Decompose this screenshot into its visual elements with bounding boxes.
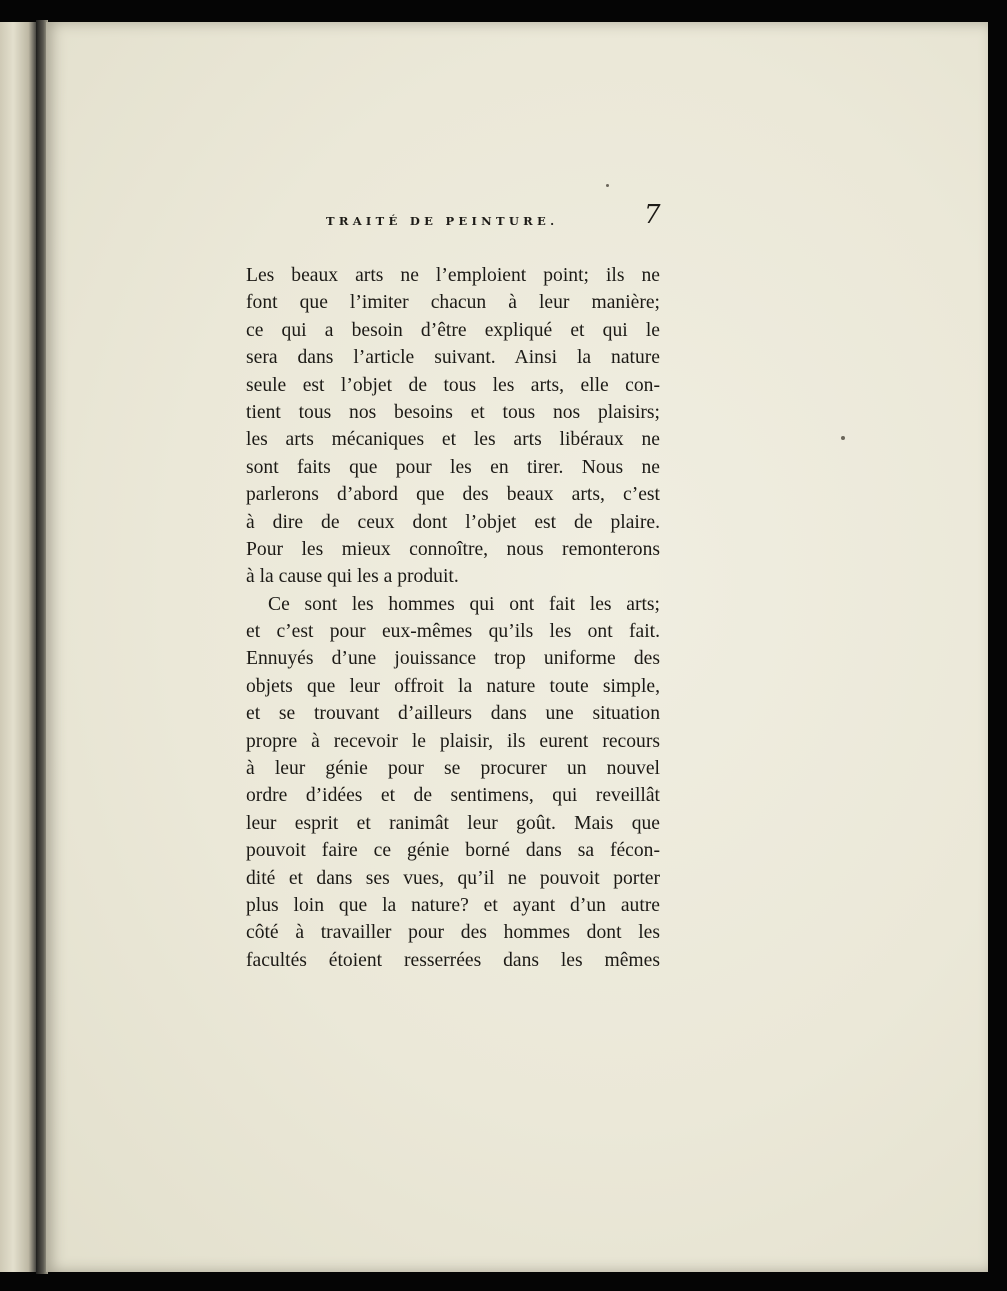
text-line: sont faits que pour les en tirer. Nous ne [246,456,660,478]
text-line: font que l’imiter chacun à leur manière; [246,292,660,314]
text-line: côté à travailler pour des hommes dont les [246,922,660,944]
text-line: Ennuyés d’une jouissance trop uniforme des [246,648,660,670]
page [46,22,988,1272]
running-title: TRAITÉ DE PEINTURE. [326,214,559,228]
paragraph [246,262,660,591]
text-line: sera dans l’article suivant. Ainsi la nature [246,347,660,369]
text-line: Les beaux arts ne l’emploient point; ils ne [246,265,660,286]
text-line: leur esprit et ranimât leur goût. Mais que [246,812,660,834]
text-line: à dire de ceux dont l’objet est de plaire. [246,511,660,533]
paragraph [246,591,660,974]
text-line: pouvoit faire ce génie borné dans sa fécon- [246,840,660,862]
text-line: et se trouvant d’ailleurs dans une situation [246,703,660,725]
body-text [246,262,660,974]
text-line: les arts mécaniques et les arts libéraux ne [246,429,660,451]
text-line: facultés étoient resserrées dans les mêmes [246,949,660,971]
text-line: ce qui a besoin d’être expliqué et qui le [246,319,660,341]
running-head [326,200,706,234]
text-line: Ce sont les hommes qui ont fait les arts; [268,593,660,615]
text-line: Pour les mieux connoître, nous remonterons [246,538,660,560]
text-line: parlerons d’abord que des beaux arts, c’est [246,484,660,506]
text-line: objets que leur offroit la nature toute simple, [246,675,660,697]
text-line: et c’est pour eux-mêmes qu’ils les ont fait. [246,621,660,643]
text-line: seule est l’objet de tous les arts, elle con- [246,374,660,396]
text-line: tient tous nos besoins et tous nos plaisirs; [246,401,660,423]
adjacent-page-edge [0,22,38,1272]
page-number: 7 [644,200,661,230]
text-line: à la cause qui les a produit. [246,566,459,588]
text-line: dité et dans ses vues, qu’il ne pouvoit porter [246,867,660,889]
text-line: ordre d’idées et de sentimens, qui reveillât [246,785,660,807]
text-line: propre à recevoir le plaisir, ils eurent recours [246,730,660,752]
paper-speck [841,436,845,440]
text-line: plus loin que la nature? et ayant d’un autre [246,894,660,916]
paper-speck [606,184,609,187]
text-line: à leur génie pour se procurer un nouvel [246,758,660,780]
